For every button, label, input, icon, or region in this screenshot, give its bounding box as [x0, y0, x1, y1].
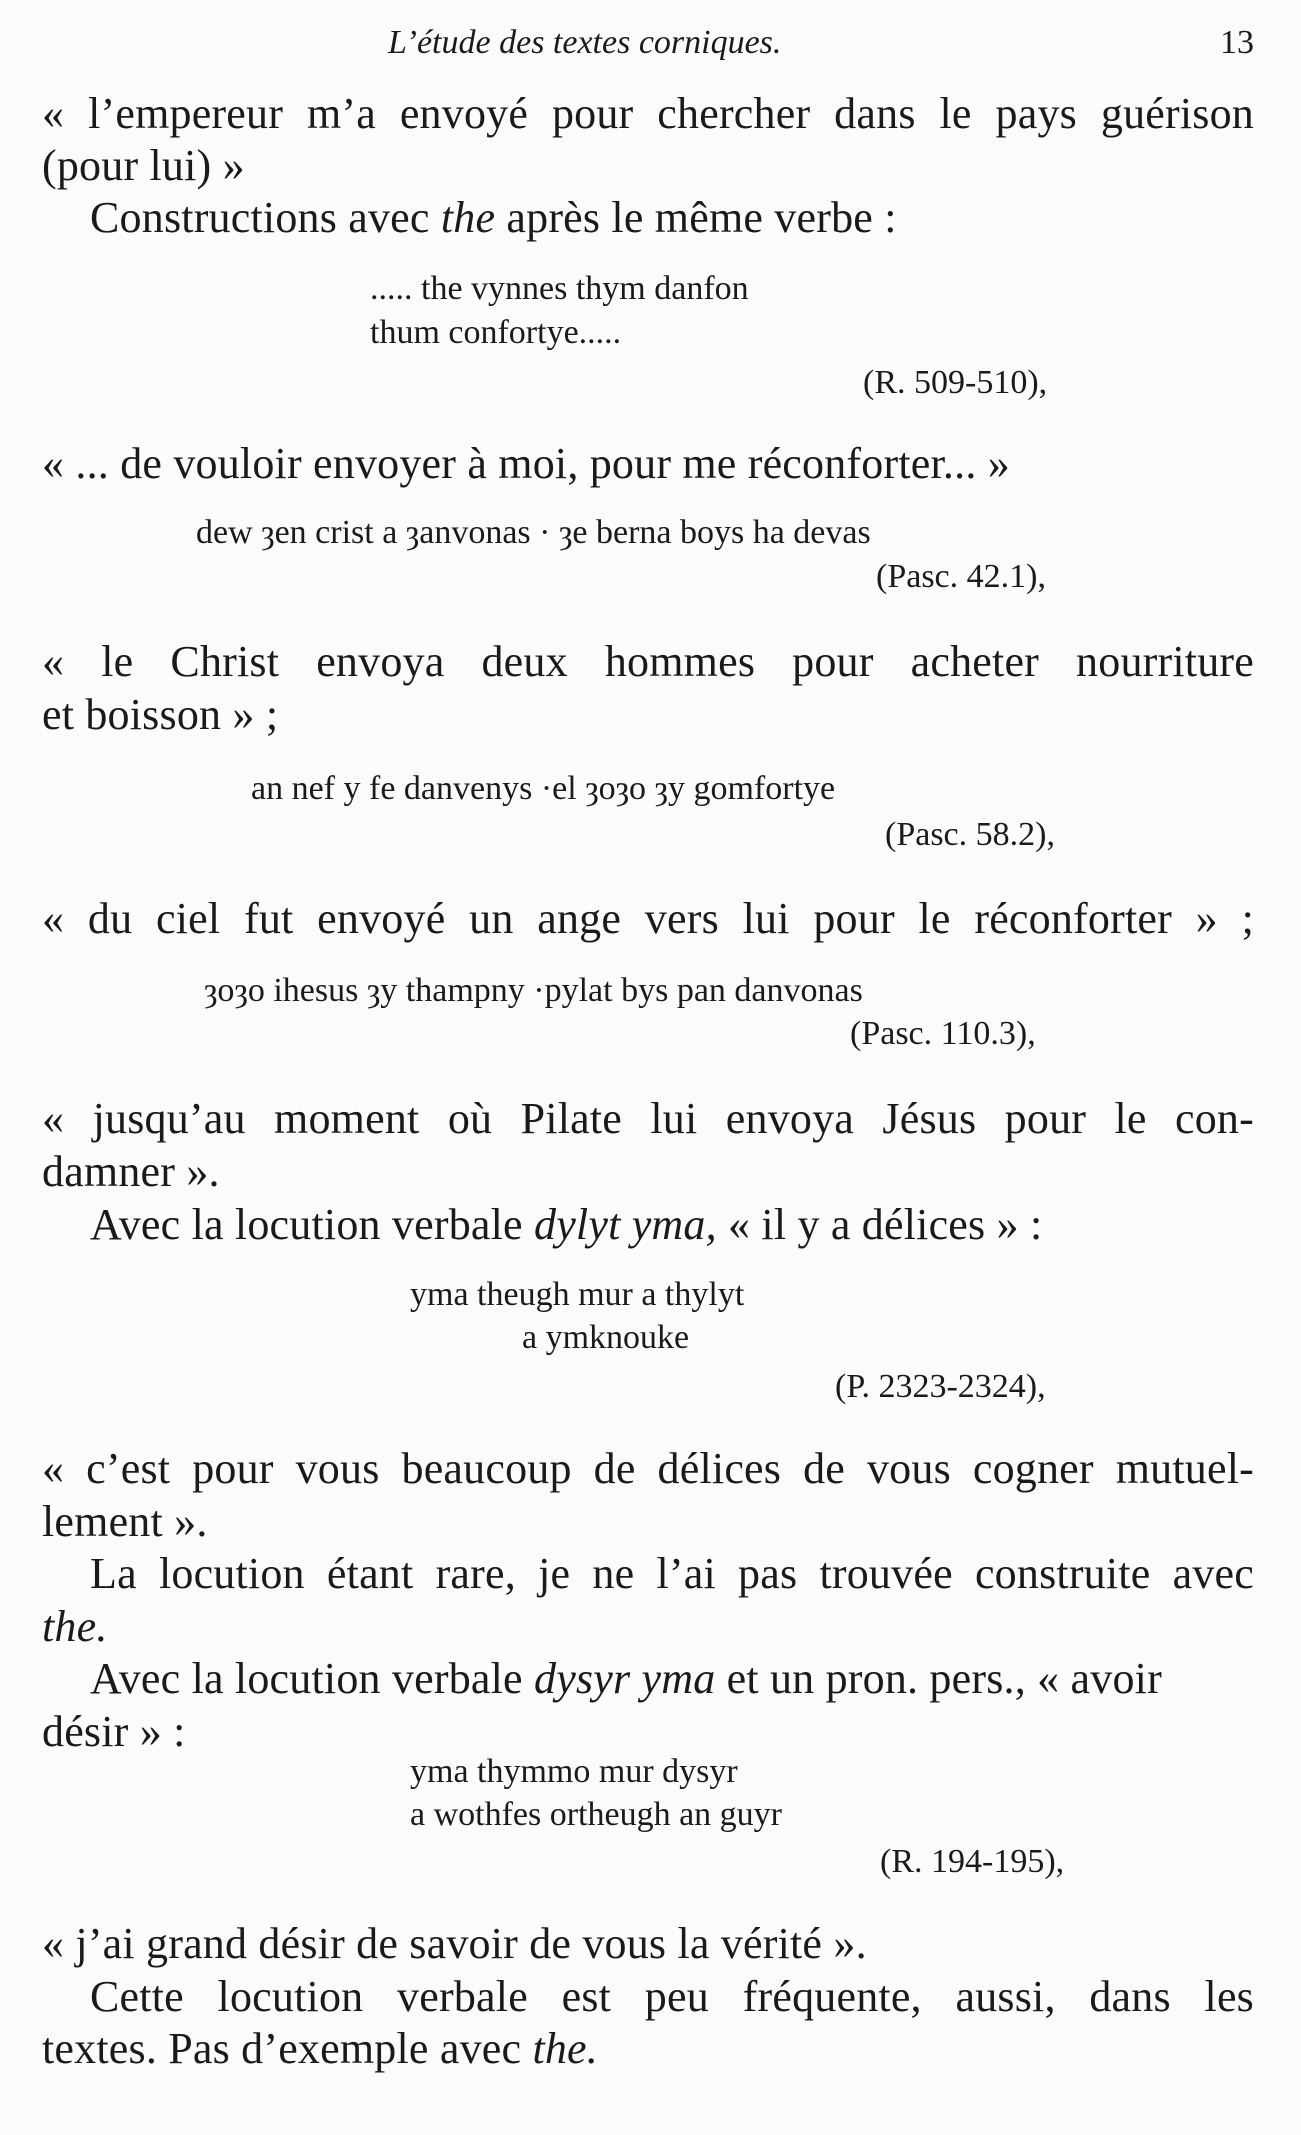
italic-word: the [440, 193, 496, 242]
text-span: textes. Pas d’exemple avec [42, 2024, 533, 2073]
text-line [90, 193, 897, 242]
citation-reference: (Pasc. 110.3), [850, 1015, 1036, 1052]
citation-reference: (R. 194-195), [880, 1843, 1065, 1880]
text-line: « le Christ envoya deux hommes pour acheter nourriture [42, 637, 1254, 686]
text-line: « ... de vouloir envoyer à moi, pour me réconforter... » [42, 439, 1010, 488]
italic-word: the. [42, 1602, 108, 1651]
running-title: L’étude des textes corniques. [388, 24, 782, 61]
cornish-verse: ȝoȝo ihesus ȝy thampny ·pylat bys pan danvonas [204, 972, 863, 1009]
text-line: lement ». [42, 1497, 208, 1546]
text-line: (pour lui) » [42, 141, 245, 190]
text-span: Constructions avec [90, 193, 441, 242]
text-line: « jusqu’au moment où Pilate lui envoya Jésus pour le con- [42, 1094, 1254, 1143]
italic-phrase: dylyt yma, [534, 1200, 717, 1249]
text-line: « l’empereur m’a envoyé pour chercher dans le pays guérison [42, 89, 1254, 138]
text-line [42, 2024, 598, 2073]
text-line [42, 1602, 108, 1651]
text-line [90, 1200, 1043, 1249]
text-line [90, 1654, 1162, 1703]
citation-reference: (Pasc. 58.2), [885, 816, 1055, 853]
citation-reference: (Pasc. 42.1), [876, 558, 1046, 595]
text-span: et un pron. pers., « avoir [715, 1654, 1162, 1703]
cornish-verse: yma theugh mur a thylyt [410, 1276, 745, 1313]
text-line: damner ». [42, 1147, 220, 1196]
page-number: 13 [1220, 24, 1254, 61]
cornish-verse: dew ȝen crist a ȝanvonas · ȝe berna boys ha devas [196, 514, 871, 551]
cornish-verse: thum confortye..... [370, 314, 622, 351]
text-line: « c’est pour vous beaucoup de délices de vous cogner mutuel- [42, 1444, 1254, 1493]
text-span: après le même verbe : [495, 193, 897, 242]
text-line: désir » : [42, 1707, 186, 1756]
italic-phrase: dysyr yma [534, 1654, 716, 1703]
cornish-verse: an nef y fe danvenys ·el ȝoȝo ȝy gomfortye [251, 770, 836, 807]
text-span: Avec la locution verbale [90, 1654, 534, 1703]
text-line: et boisson » ; [42, 690, 279, 739]
cornish-verse: a ymknouke [522, 1319, 690, 1356]
text-line: « du ciel fut envoyé un ange vers lui pour le réconforter » ; [42, 894, 1254, 943]
cornish-verse: ..... the vynnes thym danfon [370, 270, 749, 307]
text-span: Avec la locution verbale [90, 1200, 534, 1249]
text-line: « j’ai grand désir de savoir de vous la vérité ». [42, 1919, 867, 1968]
cornish-verse: a wothfes ortheugh an guyr [410, 1796, 783, 1833]
cornish-verse: yma thymmo mur dysyr [410, 1753, 738, 1790]
text-line: La locution étant rare, je ne l’ai pas trouvée construite avec [90, 1549, 1254, 1598]
citation-reference: (R. 509-510), [863, 364, 1048, 401]
citation-reference: (P. 2323-2324), [835, 1368, 1046, 1405]
text-line: Cette locution verbale est peu fréquente, aussi, dans les [90, 1972, 1254, 2021]
italic-word: the. [532, 2024, 598, 2073]
text-span: « il y a délices » : [716, 1200, 1043, 1249]
